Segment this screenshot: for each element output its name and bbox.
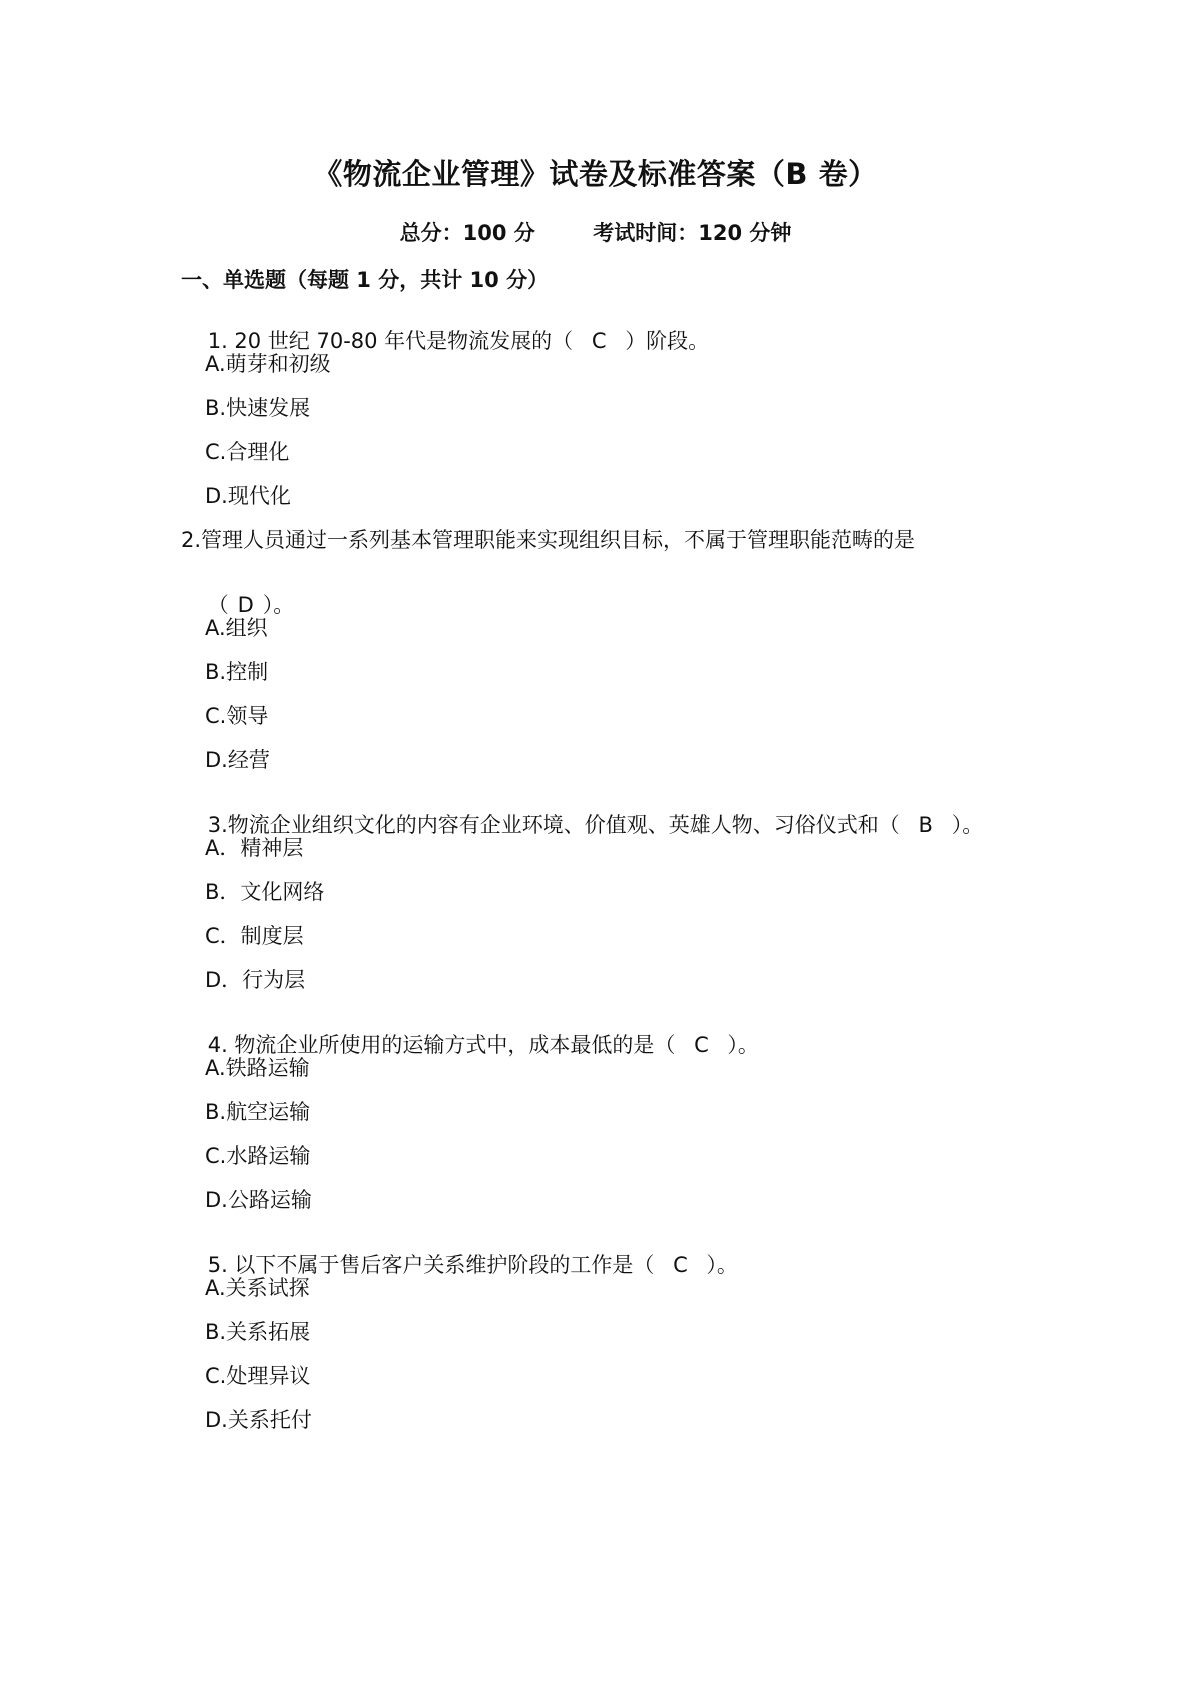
question-1-option-d: D.现代化 [205, 484, 291, 508]
question-5-option-d: D.关系托付 [205, 1408, 312, 1432]
question-4-answer: C [694, 1033, 709, 1057]
question-1-option-b: B.快速发展 [205, 396, 311, 420]
question-3-option-a: A．精神层 [205, 836, 304, 860]
question-4-text: 4. 物流企业所使用的运输方式中，成本最低的是（ [207, 1033, 676, 1057]
question-4-option-d: D.公路运输 [205, 1188, 312, 1212]
question-2-option-a: A.组织 [205, 616, 268, 640]
question-1-option-c: C.合理化 [205, 440, 290, 464]
question-5-answer: C [673, 1253, 688, 1277]
question-2-open-paren: （ [207, 593, 229, 617]
section-heading: 一、单选题（每题 1 分，共计 10 分） [181, 268, 549, 292]
question-2-suffix: ）。 [262, 593, 295, 617]
question-2-option-c: C.领导 [205, 704, 269, 728]
question-2: 2.管理人员通过一系列基本管理职能来实现组织目标，不属于管理职能范畴的是 [181, 528, 916, 552]
question-5-suffix: ）。 [706, 1253, 738, 1277]
question-3-option-c: C．制度层 [205, 924, 304, 948]
question-4-suffix: ）。 [727, 1033, 759, 1057]
question-5-option-a: A.关系试探 [205, 1276, 310, 1300]
question-3-text: 3.物流企业组织文化的内容有企业环境、价值观、英雄人物、习俗仪式和（ [207, 813, 900, 837]
question-5-option-c: C.处理异议 [205, 1364, 311, 1388]
question-4-option-a: A.铁路运输 [205, 1056, 310, 1080]
question-1-suffix: ）阶段。 [625, 329, 710, 353]
question-1-answer: C [591, 329, 607, 353]
question-4-option-c: C.水路运输 [205, 1144, 311, 1168]
exam-subtitle: 总分：100 分 考试时间：120 分钟 [399, 221, 792, 245]
question-1-option-a: A.萌芽和初级 [205, 352, 331, 376]
question-2-option-d: D.经营 [205, 748, 270, 772]
question-4-option-b: B.航空运输 [205, 1100, 311, 1124]
exam-title: 《物流企业管理》试卷及标准答案（B 卷） [313, 157, 878, 191]
question-2-answer: D [237, 593, 254, 617]
question-5-option-b: B.关系拓展 [205, 1320, 311, 1344]
question-3-option-b: B．文化网络 [205, 880, 325, 904]
question-5-text: 5. 以下不属于售后客户关系维护阶段的工作是（ [207, 1253, 655, 1277]
question-3-suffix: ）。 [951, 813, 984, 837]
question-3-option-d: D．行为层 [205, 968, 306, 992]
question-2-option-b: B.控制 [205, 660, 269, 684]
question-3-answer: B [918, 813, 933, 837]
question-1-text: 1. 20 世纪 70-80 年代是物流发展的（ [207, 329, 574, 353]
